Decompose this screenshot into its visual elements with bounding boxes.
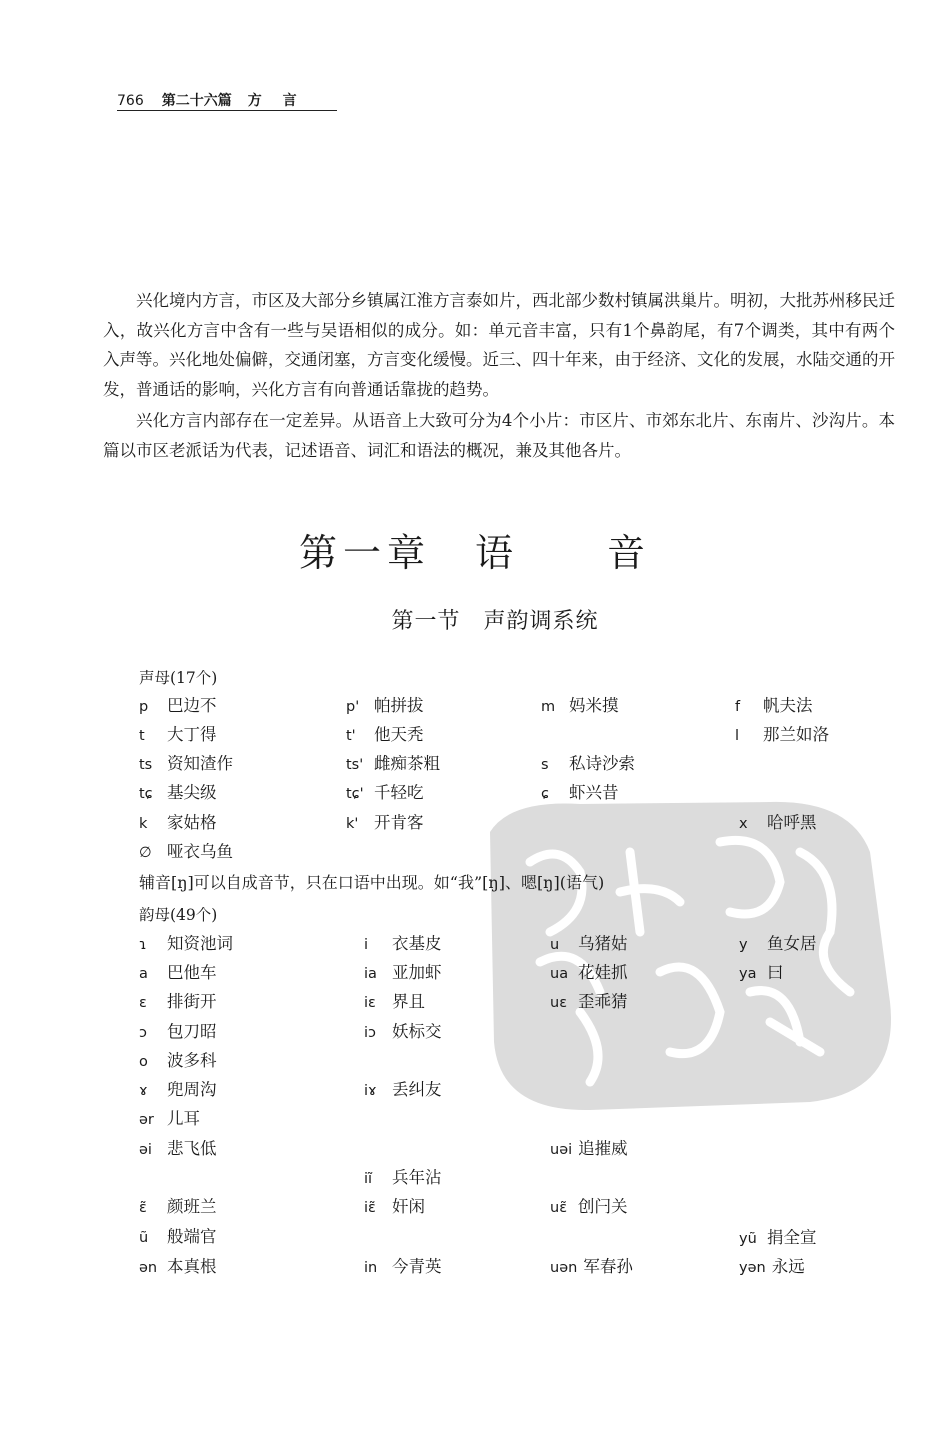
- example-chars: 包刀昭: [167, 1022, 217, 1041]
- ipa-symbol: iɤ: [364, 1083, 377, 1099]
- list-item: [346, 752, 440, 776]
- list-item: [364, 1166, 442, 1190]
- ipa-symbol: t': [346, 728, 356, 744]
- list-item: [735, 723, 829, 747]
- example-chars: 花娃抓: [578, 963, 628, 982]
- list-item: [139, 1078, 217, 1102]
- ipa-symbol: f: [735, 699, 741, 715]
- example-chars: 资知渣作: [167, 754, 233, 773]
- ipa-symbol: a: [139, 966, 148, 982]
- list-item: [541, 752, 635, 776]
- list-item: [139, 961, 217, 985]
- example-chars: 捐全宣: [767, 1228, 817, 1247]
- list-item: [139, 1020, 217, 1044]
- list-item: [550, 1195, 628, 1219]
- example-chars: 帕拼拔: [374, 696, 424, 715]
- example-chars: 兜周沟: [167, 1080, 217, 1099]
- list-item: [364, 961, 442, 985]
- list-item: [346, 811, 424, 835]
- list-item: [139, 1225, 217, 1249]
- list-item: [139, 990, 217, 1014]
- list-item: [139, 694, 217, 718]
- ipa-symbol: t: [139, 728, 145, 744]
- ipa-symbol: əi: [139, 1142, 152, 1158]
- ipa-symbol: k': [346, 816, 359, 832]
- ipa-symbol: ts: [139, 757, 153, 773]
- ipa-symbol: uəi: [550, 1142, 573, 1158]
- running-header: [117, 90, 337, 111]
- ipa-symbol: x: [739, 816, 748, 832]
- list-item: [139, 811, 217, 835]
- part-label: 第二十六篇: [161, 93, 232, 109]
- example-chars: 亚加虾: [392, 963, 442, 982]
- initials-heading: 声母(17个): [139, 669, 218, 687]
- example-chars: 基尖级: [167, 783, 217, 802]
- example-chars: 他天秃: [374, 725, 424, 744]
- example-chars: 巴边不: [167, 696, 217, 715]
- example-chars: 大丁得: [167, 725, 217, 744]
- intro-text: [103, 286, 895, 467]
- ipa-symbol: in: [364, 1260, 378, 1276]
- ipa-symbol: l: [735, 728, 740, 744]
- seal-watermark-icon: [470, 792, 910, 1122]
- ipa-symbol: p': [346, 699, 360, 715]
- list-item: [346, 781, 424, 805]
- list-item: [364, 1195, 425, 1219]
- ipa-symbol: ia: [364, 966, 377, 982]
- list-item: [139, 1195, 217, 1219]
- ipa-symbol: ɛ: [139, 995, 147, 1011]
- example-chars: 妈米摸: [569, 696, 619, 715]
- ipa-symbol: i: [364, 937, 369, 953]
- example-chars: 衣基皮: [392, 934, 442, 953]
- ipa-symbol: uɛ: [550, 995, 568, 1011]
- example-chars: 开肯客: [374, 813, 424, 832]
- section-title: 第一节 声韵调系统: [391, 609, 599, 634]
- list-item: [739, 932, 817, 956]
- example-chars: 本真根: [167, 1257, 217, 1276]
- intro-paragraph-2: 兴化方言内部存在一定差异。从语音上大致可分为4个小片：市区片、市郊东北片、东南片、沙沟片。本篇以市区老派话为代表，记述语音、词汇和语法的概况，兼及其他各片。: [103, 411, 895, 460]
- example-chars: 悲飞低: [167, 1139, 217, 1158]
- finals-heading: 韵母(49个): [139, 906, 218, 924]
- list-item: [735, 694, 813, 718]
- ipa-symbol: iĩ: [364, 1171, 373, 1187]
- example-chars: 颜班兰: [167, 1197, 217, 1216]
- list-item: [139, 1255, 217, 1279]
- ipa-symbol: ts': [346, 757, 364, 773]
- list-item: [139, 752, 233, 776]
- ipa-symbol: yũ: [739, 1231, 757, 1247]
- list-item: [550, 1255, 633, 1279]
- ipa-symbol: uən: [550, 1260, 578, 1276]
- list-item: [550, 1137, 628, 1161]
- ipa-symbol: ɛ̃: [139, 1200, 147, 1216]
- ipa-symbol: ən: [139, 1260, 158, 1276]
- list-item: [139, 781, 217, 805]
- example-chars: 儿耳: [167, 1109, 200, 1128]
- ipa-symbol: uɛ̃: [550, 1200, 568, 1216]
- ipa-symbol: iɛ̃: [364, 1200, 376, 1216]
- example-chars: 巴他车: [167, 963, 217, 982]
- example-chars: 千轻吃: [374, 783, 424, 802]
- example-chars: 乌猪姑: [578, 934, 628, 953]
- ipa-symbol: tɕ: [139, 786, 153, 802]
- example-chars: 鱼女居: [767, 934, 817, 953]
- ipa-symbol: ər: [139, 1112, 154, 1128]
- ipa-symbol: ũ: [139, 1230, 149, 1246]
- list-item: [364, 932, 442, 956]
- list-item: [139, 932, 233, 956]
- example-chars: 今青英: [392, 1257, 442, 1276]
- example-chars: 虾兴昔: [569, 783, 619, 802]
- example-chars: 般端官: [167, 1227, 217, 1246]
- list-item: [739, 811, 817, 835]
- example-chars: 妖标交: [392, 1022, 442, 1041]
- list-item: [139, 1107, 200, 1131]
- ipa-symbol: ɕ: [541, 786, 549, 802]
- list-item: [541, 781, 619, 805]
- ipa-symbol: k: [139, 816, 148, 832]
- ipa-symbol: iɔ: [364, 1025, 376, 1041]
- ipa-symbol: ∅: [139, 845, 152, 861]
- ipa-symbol: ya: [739, 966, 757, 982]
- list-item: [346, 694, 424, 718]
- list-item: [550, 990, 628, 1014]
- example-chars: 那兰如洛: [763, 725, 829, 744]
- example-chars: 歪乖猜: [578, 992, 628, 1011]
- chapter-title: 第一章 语 音: [298, 531, 651, 575]
- example-chars: 创闩关: [578, 1197, 628, 1216]
- ipa-symbol: yən: [739, 1260, 766, 1276]
- list-item: [139, 840, 233, 864]
- example-chars: 兵年沾: [392, 1168, 442, 1187]
- intro-paragraph-1: 兴化境内方言，市区及大部分乡镇属江淮方言泰如片，西北部少数村镇属洪巢片。明初，大批苏州移民迁入，故兴化方言中含有一些与吴语相似的成分。如：单元音丰富，只有1个鼻韵尾，有7个调类，其中有两个入声等。兴化地处偏僻，交通闭塞，方言变化缓慢。近三、四十年来，由于经济、文化的发展，水陆交通的开发，普通话的影响，兴化方言有向普通话靠拢的趋势。: [103, 291, 895, 399]
- example-chars: 帆夫法: [763, 696, 813, 715]
- ipa-symbol: ɔ: [139, 1025, 147, 1041]
- ipa-symbol: iɛ: [364, 995, 376, 1011]
- list-item: [739, 961, 784, 985]
- list-item: [364, 1078, 442, 1102]
- list-item: [364, 990, 425, 1014]
- ipa-symbol: m: [541, 699, 556, 715]
- example-chars: 排街开: [167, 992, 217, 1011]
- ipa-symbol: o: [139, 1054, 148, 1070]
- ipa-symbol: ɤ: [139, 1083, 148, 1099]
- example-chars: 波多科: [167, 1051, 217, 1070]
- list-item: [139, 1137, 217, 1161]
- ipa-symbol: ɿ: [139, 937, 147, 953]
- list-item: [550, 932, 628, 956]
- part-title: 方 言: [247, 93, 305, 109]
- example-chars: 知资池词: [167, 934, 233, 953]
- example-chars: 哑衣乌鱼: [167, 842, 233, 861]
- ipa-symbol: tɕ': [346, 786, 364, 802]
- example-chars: 私诗沙索: [569, 754, 635, 773]
- page-number: 766: [117, 93, 144, 109]
- example-chars: 曰: [767, 963, 784, 982]
- list-item: [739, 1226, 817, 1250]
- ipa-symbol: y: [739, 937, 748, 953]
- ipa-symbol: u: [550, 937, 560, 953]
- example-chars: 永远: [771, 1257, 805, 1276]
- example-chars: 家姑格: [167, 813, 217, 832]
- list-item: [346, 723, 424, 747]
- list-item: [139, 1049, 217, 1073]
- ipa-symbol: p: [139, 699, 149, 715]
- ipa-symbol: s: [541, 757, 549, 773]
- ipa-symbol: ua: [550, 966, 569, 982]
- example-chars: 哈呼黑: [767, 813, 817, 832]
- example-chars: 军春孙: [583, 1257, 633, 1276]
- example-chars: 界且: [392, 992, 425, 1011]
- list-item: [550, 961, 628, 985]
- list-item: [739, 1255, 805, 1279]
- example-chars: 雌痴茶粗: [374, 754, 440, 773]
- list-item: [364, 1020, 442, 1044]
- list-item: [139, 723, 217, 747]
- list-item: [364, 1255, 442, 1279]
- list-item: [541, 694, 619, 718]
- example-chars: 奸闲: [392, 1197, 425, 1216]
- syllabic-nasal-note: 辅音[ŋ]可以自成音节，只在口语中出现。如“我”[ŋ]、嗯[ŋ](语气): [139, 873, 605, 892]
- example-chars: 丢纠友: [392, 1080, 442, 1099]
- example-chars: 追摧威: [578, 1139, 628, 1158]
